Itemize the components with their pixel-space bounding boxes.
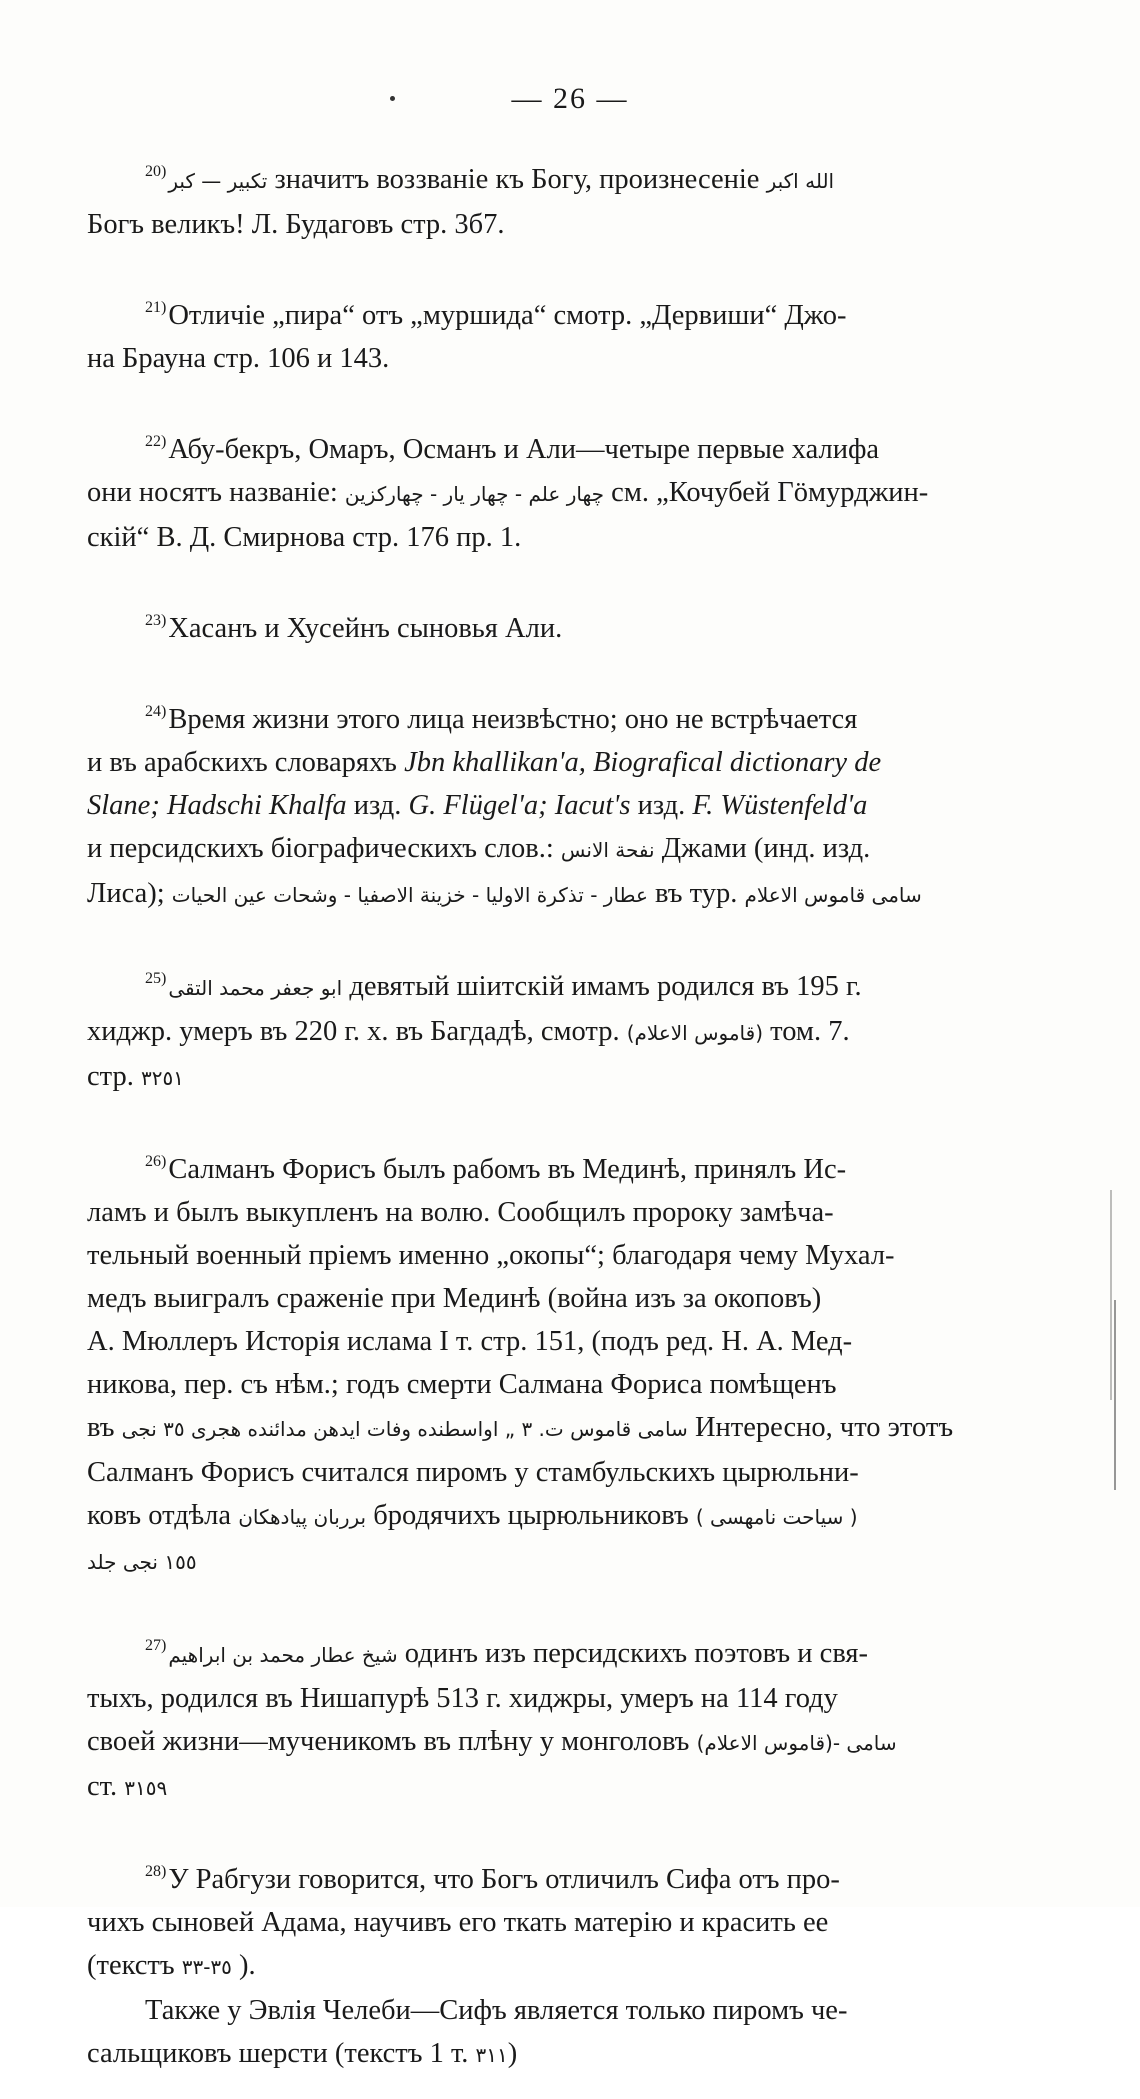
arabic-text: برربان پيادهكان	[238, 1505, 367, 1529]
note-text: ст.	[87, 1771, 118, 1802]
arabic-text: تكبير — كبر	[168, 169, 268, 193]
arabic-text: سامى قاموس الاعلام	[744, 883, 922, 907]
note-line: Богъ великъ! Л. Будаговъ стр. 3б7.	[87, 209, 505, 240]
note-text: значитъ воззваніе къ Богу, произнесеніе	[274, 164, 760, 195]
footnote-number: 27)	[145, 1637, 167, 1654]
footnote-28	[87, 1850, 992, 2077]
footnote-number: 28)	[145, 1863, 167, 1880]
note-text: сальщиковъ шерсти (текстъ 1 т.	[87, 2038, 469, 2069]
note-text: У Рабгузи говорится, что Богъ отличилъ Сифа отъ про-	[168, 1864, 840, 1895]
note-line	[87, 599, 992, 650]
note-line	[87, 1406, 992, 1451]
arabic-text: چهار علم - چهار يار - چهاركزين	[344, 482, 605, 506]
note-line: чихъ сыновей Адама, научивъ его ткать матерію и красить ее	[87, 1907, 829, 1938]
arabic-text: (قاموس الاعلام)	[626, 1021, 764, 1045]
note-text: бродячихъ цырюльниковъ	[373, 1500, 689, 1531]
note-line	[87, 2032, 992, 2077]
note-line	[87, 1944, 992, 1989]
note-line: Салманъ Форисъ считался пиромъ у стамбульскихъ цырюльни-	[87, 1457, 859, 1488]
footnote-number: 22)	[145, 433, 167, 450]
footnote-number: 25)	[145, 970, 167, 987]
note-line: тельный военный пріемъ именно „окопы“; благодаря чему Мухал-	[87, 1240, 895, 1271]
note-line	[87, 1850, 992, 1901]
note-line: скій“ В. Д. Смирнова стр. 176 пр. 1.	[87, 522, 522, 553]
note-text: Отличіе „пира“ отъ „муршида“ смотр. „Дервиши“ Джо-	[168, 300, 847, 331]
arabic-text: سامى قاموس ت. ٣ „ اواسطنده وفات ايدهن مدائنده هجرى ٣٥ نجى	[121, 1417, 688, 1441]
footnote-27	[87, 1624, 992, 1810]
italic-citation: F. Wüstenfeld'a	[692, 790, 868, 821]
note-line	[87, 1010, 992, 1055]
note-text: своей жизни—мученикомъ въ плѣну у монголовъ	[87, 1726, 690, 1757]
note-text: (текстъ	[87, 1950, 175, 1981]
note-line	[87, 1624, 992, 1677]
arabic-text: عطار - تذكرة الاوليا - خزينة الاصفيا - وشحات عين الحيات	[171, 883, 648, 907]
note-line: тыхъ, родился въ Нишапурѣ 513 г. хиджры, умеръ на 114 году	[87, 1683, 838, 1714]
note-line	[87, 1140, 992, 1191]
note-line	[87, 1539, 992, 1584]
footnotes-body	[87, 150, 992, 2099]
arabic-numerals: ٣٥-٣٣	[181, 1955, 232, 1979]
footnote-23	[87, 599, 992, 650]
note-line	[87, 150, 992, 203]
note-text: Время жизни этого лица неизвѣстно; оно не встрѣчается	[168, 704, 858, 735]
italic-citation: Jbn khallikan'a, Biografical dictionary de	[404, 747, 882, 778]
note-text: одинъ изъ персидскихъ поэтовъ и свя-	[404, 1638, 869, 1669]
note-line: на Брауна стр. 106 и 143.	[87, 343, 390, 374]
italic-citation: Hadschi Khalfa	[166, 790, 347, 821]
note-text: хиджр. умеръ въ 220 г. х. въ Багдадѣ, смотр.	[87, 1016, 620, 1047]
note-text: ковъ отдѣла	[87, 1500, 232, 1531]
note-text: Лиса);	[87, 878, 165, 909]
note-line: ламъ и былъ выкупленъ на волю. Сообщилъ пророку замѣча-	[87, 1197, 834, 1228]
footnote-number: 21)	[145, 299, 167, 316]
arabic-numerals: ٣٢٥١	[140, 1066, 184, 1090]
note-text: ).	[239, 1950, 256, 1981]
note-line	[87, 420, 992, 471]
arabic-numerals: ٣١٥٩	[124, 1776, 168, 1800]
note-text: въ тур.	[655, 878, 738, 909]
note-text: и въ арабскихъ словаряхъ	[87, 747, 397, 778]
note-line	[87, 471, 992, 516]
footnote-25	[87, 957, 992, 1100]
note-line	[87, 827, 992, 872]
note-text: стр.	[87, 1061, 134, 1092]
footnote-20	[87, 150, 992, 246]
note-text: они носятъ названіе:	[87, 477, 338, 508]
note-line	[87, 690, 992, 741]
page-number: — 26 —	[511, 82, 629, 115]
note-line	[87, 1765, 992, 1810]
note-line	[87, 1494, 992, 1539]
note-line	[87, 784, 992, 827]
note-text: том. 7.	[770, 1016, 850, 1047]
arabic-numerals: ٣١١	[475, 2043, 508, 2067]
footnote-22	[87, 420, 992, 559]
footnote-number: 20)	[145, 163, 167, 180]
note-line: Также у Эвлія Челеби—Сифъ является только пиромъ че-	[145, 1995, 848, 2026]
note-line: никова, пер. съ нѣм.; годъ смерти Салмана Фориса помѣщенъ	[87, 1369, 837, 1400]
arabic-text: ( سياحت نامهسى )	[695, 1505, 858, 1529]
note-text: и персидскихъ біографическихъ слов.:	[87, 833, 554, 864]
footnote-number: 26)	[145, 1153, 167, 1170]
note-text: Абу-бекръ, Омаръ, Османъ и Али—четыре первые халифа	[168, 434, 880, 465]
binding-edge-mark	[1114, 1300, 1116, 1490]
italic-citation: Iacut's	[554, 790, 631, 821]
note-line: А. Мюллеръ Исторія ислама I т. стр. 151, (подъ ред. Н. А. Мед-	[87, 1326, 853, 1357]
note-text: см. „Кочубей Гӧмурджин-	[611, 477, 929, 508]
note-text: Джами (инд. изд.	[661, 833, 871, 864]
footnote-26	[87, 1140, 992, 1584]
note-line	[87, 1720, 992, 1765]
note-text: Интересно, что этотъ	[694, 1412, 954, 1443]
note-text: изд.	[637, 790, 686, 821]
italic-citation: Slane;	[87, 790, 160, 821]
note-text: въ	[87, 1412, 115, 1443]
note-line	[87, 1055, 992, 1100]
arabic-text: ابو جعفر محمد التقى	[168, 976, 343, 1000]
note-line	[87, 872, 992, 917]
footnote-21	[87, 286, 992, 380]
note-line: медъ выигралъ сраженіе при Мединѣ (война изъ за окоповъ)	[87, 1283, 822, 1314]
binding-edge-mark	[1110, 1190, 1112, 1400]
note-text: Салманъ Форисъ былъ рабомъ въ Мединѣ, принялъ Ис-	[168, 1154, 847, 1185]
arabic-text: شيخ عطار محمد بن ابراهيم	[168, 1643, 398, 1667]
footnote-number: 24)	[145, 703, 167, 720]
note-line	[87, 741, 992, 784]
note-text: изд.	[353, 790, 402, 821]
footnote-number: 23)	[145, 612, 167, 629]
note-line	[87, 957, 992, 1010]
note-text: Хасанъ и Хусейнъ сыновья Али.	[168, 613, 563, 644]
note-text: )	[507, 2038, 518, 2069]
italic-citation: G. Flügel'a;	[408, 790, 548, 821]
arabic-text: الله اكبر	[766, 169, 835, 193]
arabic-text: نفحة الانس	[560, 838, 655, 862]
note-line	[87, 286, 992, 337]
note-text: девятый шіитскій имамъ родился въ 195 г.	[349, 971, 862, 1002]
arabic-text: سامى -(قاموس الاعلام)	[696, 1731, 897, 1755]
footnote-24	[87, 690, 992, 917]
arabic-text: ١٥٥ نجى جلد	[87, 1550, 197, 1574]
